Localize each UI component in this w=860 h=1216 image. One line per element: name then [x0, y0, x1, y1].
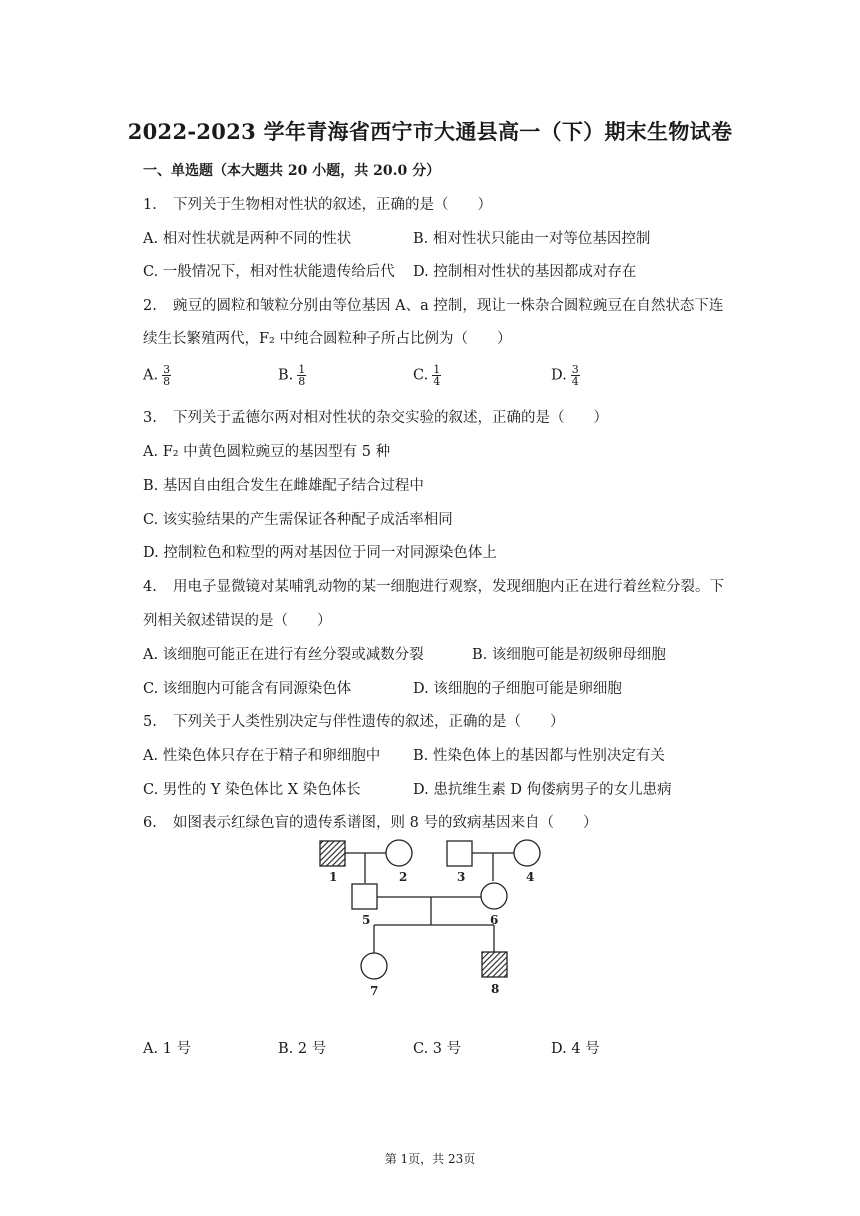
question-6-stem: 6. 如图表示红绿色盲的遗传系谱图，则 8 号的致病基因来自（ ） [143, 815, 598, 831]
individual-4-female [514, 840, 540, 866]
label-8: 8 [491, 982, 500, 996]
q1-option-a: A. 相对性状就是两种不同的性状 [143, 231, 352, 247]
q4-option-b: B. 该细胞可能是初级卵母细胞 [472, 647, 666, 663]
q3-option-b: B. 基因自由组合发生在雌雄配子结合过程中 [143, 478, 424, 494]
q2-option-d: D. $\frac{3}{4}$ [551, 363, 579, 388]
page-footer: 第 1页，共 23页 [384, 1152, 476, 1166]
question-3-stem: 3. 下列关于孟德尔两对相对性状的杂交实验的叙述，正确的是（ ） [143, 410, 608, 426]
q6-option-c: C. 3 号 [413, 1041, 462, 1057]
q6-option-d: D. 4 号 [551, 1041, 600, 1057]
label-6: 6 [490, 913, 499, 927]
q4-option-d: D. 该细胞的子细胞可能是卵细胞 [413, 681, 622, 697]
fraction: $\frac{3}{4}$ [571, 363, 579, 388]
question-4-stem-line2: 列相关叙述错误的是（ ） [143, 613, 332, 629]
label-7: 7 [370, 984, 379, 998]
q5-option-c: C. 男性的 Y 染色体比 X 染色体长 [143, 782, 361, 798]
question-2-stem-line1: 2. 豌豆的圆粒和皱粒分别由等位基因 A、a 控制，现让一株杂合圆粒豌豆在自然状态下连 [143, 298, 724, 314]
q2-option-b: B. $\frac{1}{8}$ [278, 363, 306, 388]
q1-option-c: C. 一般情况下，相对性状能遗传给后代 [143, 264, 395, 280]
q1-option-b: B. 相对性状只能由一对等位基因控制 [413, 231, 651, 247]
question-4-stem-line1: 4. 用电子显微镜对某哺乳动物的某一细胞进行观察，发现细胞内正在进行着丝粒分裂。下 [143, 579, 724, 595]
q1-option-d: D. 控制相对性状的基因都成对存在 [413, 264, 637, 280]
individual-5-male [352, 884, 377, 909]
q2-option-a: A. $\frac{3}{8}$ [143, 363, 171, 388]
individual-6-female [481, 883, 507, 909]
individual-3-male [447, 841, 472, 866]
q5-option-b: B. 性染色体上的基因都与性别决定有关 [413, 748, 665, 764]
question-1-stem: 1. 下列关于生物相对性状的叙述，正确的是（ ） [143, 197, 492, 213]
q3-option-a: A. F₂ 中黄色圆粒豌豆的基因型有 5 种 [143, 444, 391, 460]
q3-option-c: C. 该实验结果的产生需保证各种配子成活率相同 [143, 512, 453, 528]
q6-option-a: A. 1 号 [143, 1041, 192, 1057]
section-heading: 一、单选题（本大题共 20 小题，共 20.0 分） [143, 163, 441, 179]
page-title: 2022-2023 学年青海省西宁市大通县高一（下）期末生物试卷 [127, 119, 733, 144]
label-1: 1 [329, 870, 338, 884]
label-5: 5 [362, 913, 371, 927]
individual-1-affected-male [320, 841, 345, 866]
label-2: 2 [399, 870, 408, 884]
q5-option-d: D. 患抗维生素 D 佝偻病男子的女儿患病 [413, 782, 672, 798]
individual-7-female [361, 953, 387, 979]
fraction: $\frac{1}{8}$ [298, 363, 306, 388]
question-2-stem-line2: 续生长繁殖两代，F₂ 中纯合圆粒种子所占比例为（ ） [143, 331, 512, 347]
q6-option-b: B. 2 号 [278, 1041, 327, 1057]
question-number: 1. [143, 197, 157, 213]
fraction: $\frac{3}{8}$ [163, 363, 171, 388]
label-4: 4 [526, 870, 535, 884]
fraction: $\frac{1}{4}$ [433, 363, 441, 388]
individual-2-female [386, 840, 412, 866]
q4-option-a: A. 该细胞可能正在进行有丝分裂或减数分裂 [143, 647, 424, 663]
q2-option-c: C. $\frac{1}{4}$ [413, 363, 441, 388]
pedigree-diagram [300, 835, 560, 1005]
q4-option-c: C. 该细胞内可能含有同源染色体 [143, 681, 352, 697]
label-3: 3 [457, 870, 466, 884]
q3-option-d: D. 控制粒色和粒型的两对基因位于同一对同源染色体上 [143, 545, 497, 561]
q5-option-a: A. 性染色体只存在于精子和卵细胞中 [143, 748, 381, 764]
individual-8-affected-male [482, 952, 507, 977]
question-5-stem: 5. 下列关于人类性别决定与伴性遗传的叙述，正确的是（ ） [143, 714, 565, 730]
